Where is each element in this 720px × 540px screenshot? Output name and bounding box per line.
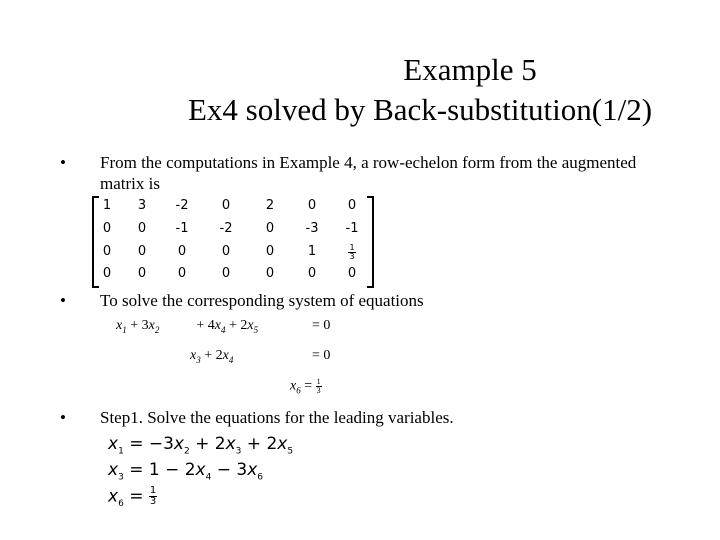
matrix-cell: 0 (177, 266, 187, 281)
matrix-cell: -2 (175, 198, 189, 213)
system-eq-1: $x_1 + 3x_2 + 4x_4 + 2x_5$ (116, 318, 259, 335)
solution-eq-1: $x_1 = -3x_2 + 2x_3 + 2x_5$ (108, 434, 294, 457)
matrix-cell: $\frac{1}{3}$ (349, 243, 355, 261)
matrix-cell: 0 (307, 266, 317, 281)
matrix-cell: 0 (177, 244, 187, 259)
matrix-cell: 0 (265, 244, 275, 259)
system-eq-3: $x_6$ = $\frac{1}{3}$ (290, 377, 321, 396)
augmented-matrix (92, 196, 374, 286)
matrix-cell: 0 (102, 266, 112, 281)
bullet-text: Step1. Solve the equations for the leading variables. (100, 408, 454, 427)
matrix-cell: 0 (221, 198, 231, 213)
bullet-marker: • (60, 153, 66, 172)
bullet-text: To solve the corresponding system of equations (100, 291, 424, 310)
bullet-text: From the computations in Example 4, a row-echelon form from the augmented matrix is (100, 153, 637, 193)
title-line-2: Ex4 solved by Back-substitution(1/2) (187, 92, 653, 127)
bullet-2 (58, 290, 678, 311)
bullet-marker: • (60, 291, 66, 310)
matrix-cell: 0 (347, 266, 357, 281)
matrix-cell: 1 (102, 198, 112, 213)
matrix-cell: -1 (345, 221, 359, 236)
bullet-1 (58, 152, 678, 194)
bullet-3 (58, 407, 678, 428)
matrix-cell: -3 (305, 221, 319, 236)
matrix-cell: 3 (137, 198, 147, 213)
slide-title (80, 50, 720, 130)
solution-eq-2: $x_3 = 1 - 2x_4 - 3x_6$ (108, 460, 264, 483)
matrix-cell: 0 (307, 198, 317, 213)
matrix-cell: 0 (137, 221, 147, 236)
matrix-cell: 0 (221, 266, 231, 281)
matrix-cell: 0 (137, 244, 147, 259)
matrix-cell: 0 (137, 266, 147, 281)
matrix-cell: 0 (265, 221, 275, 236)
matrix-cell: -2 (219, 221, 233, 236)
system-eq-1-rhs: = 0 (312, 318, 331, 333)
matrix-cell: 0 (102, 244, 112, 259)
matrix-cell: 0 (102, 221, 112, 236)
matrix-cell: 0 (265, 266, 275, 281)
title-line-1: Example 5 (403, 52, 537, 87)
matrix-cell: -1 (175, 221, 189, 236)
matrix-cell: 0 (221, 244, 231, 259)
bullet-marker: • (60, 408, 66, 427)
system-eq-2-rhs: = 0 (312, 348, 331, 363)
matrix-cell: 2 (265, 198, 275, 213)
matrix-cell: 1 (307, 244, 317, 259)
matrix-cell: 0 (347, 198, 357, 213)
system-eq-2: $x_3 + 2x_4$ (190, 348, 234, 365)
solution-eq-3: $x_6$ = $\frac{1}{3}$ (108, 485, 157, 509)
